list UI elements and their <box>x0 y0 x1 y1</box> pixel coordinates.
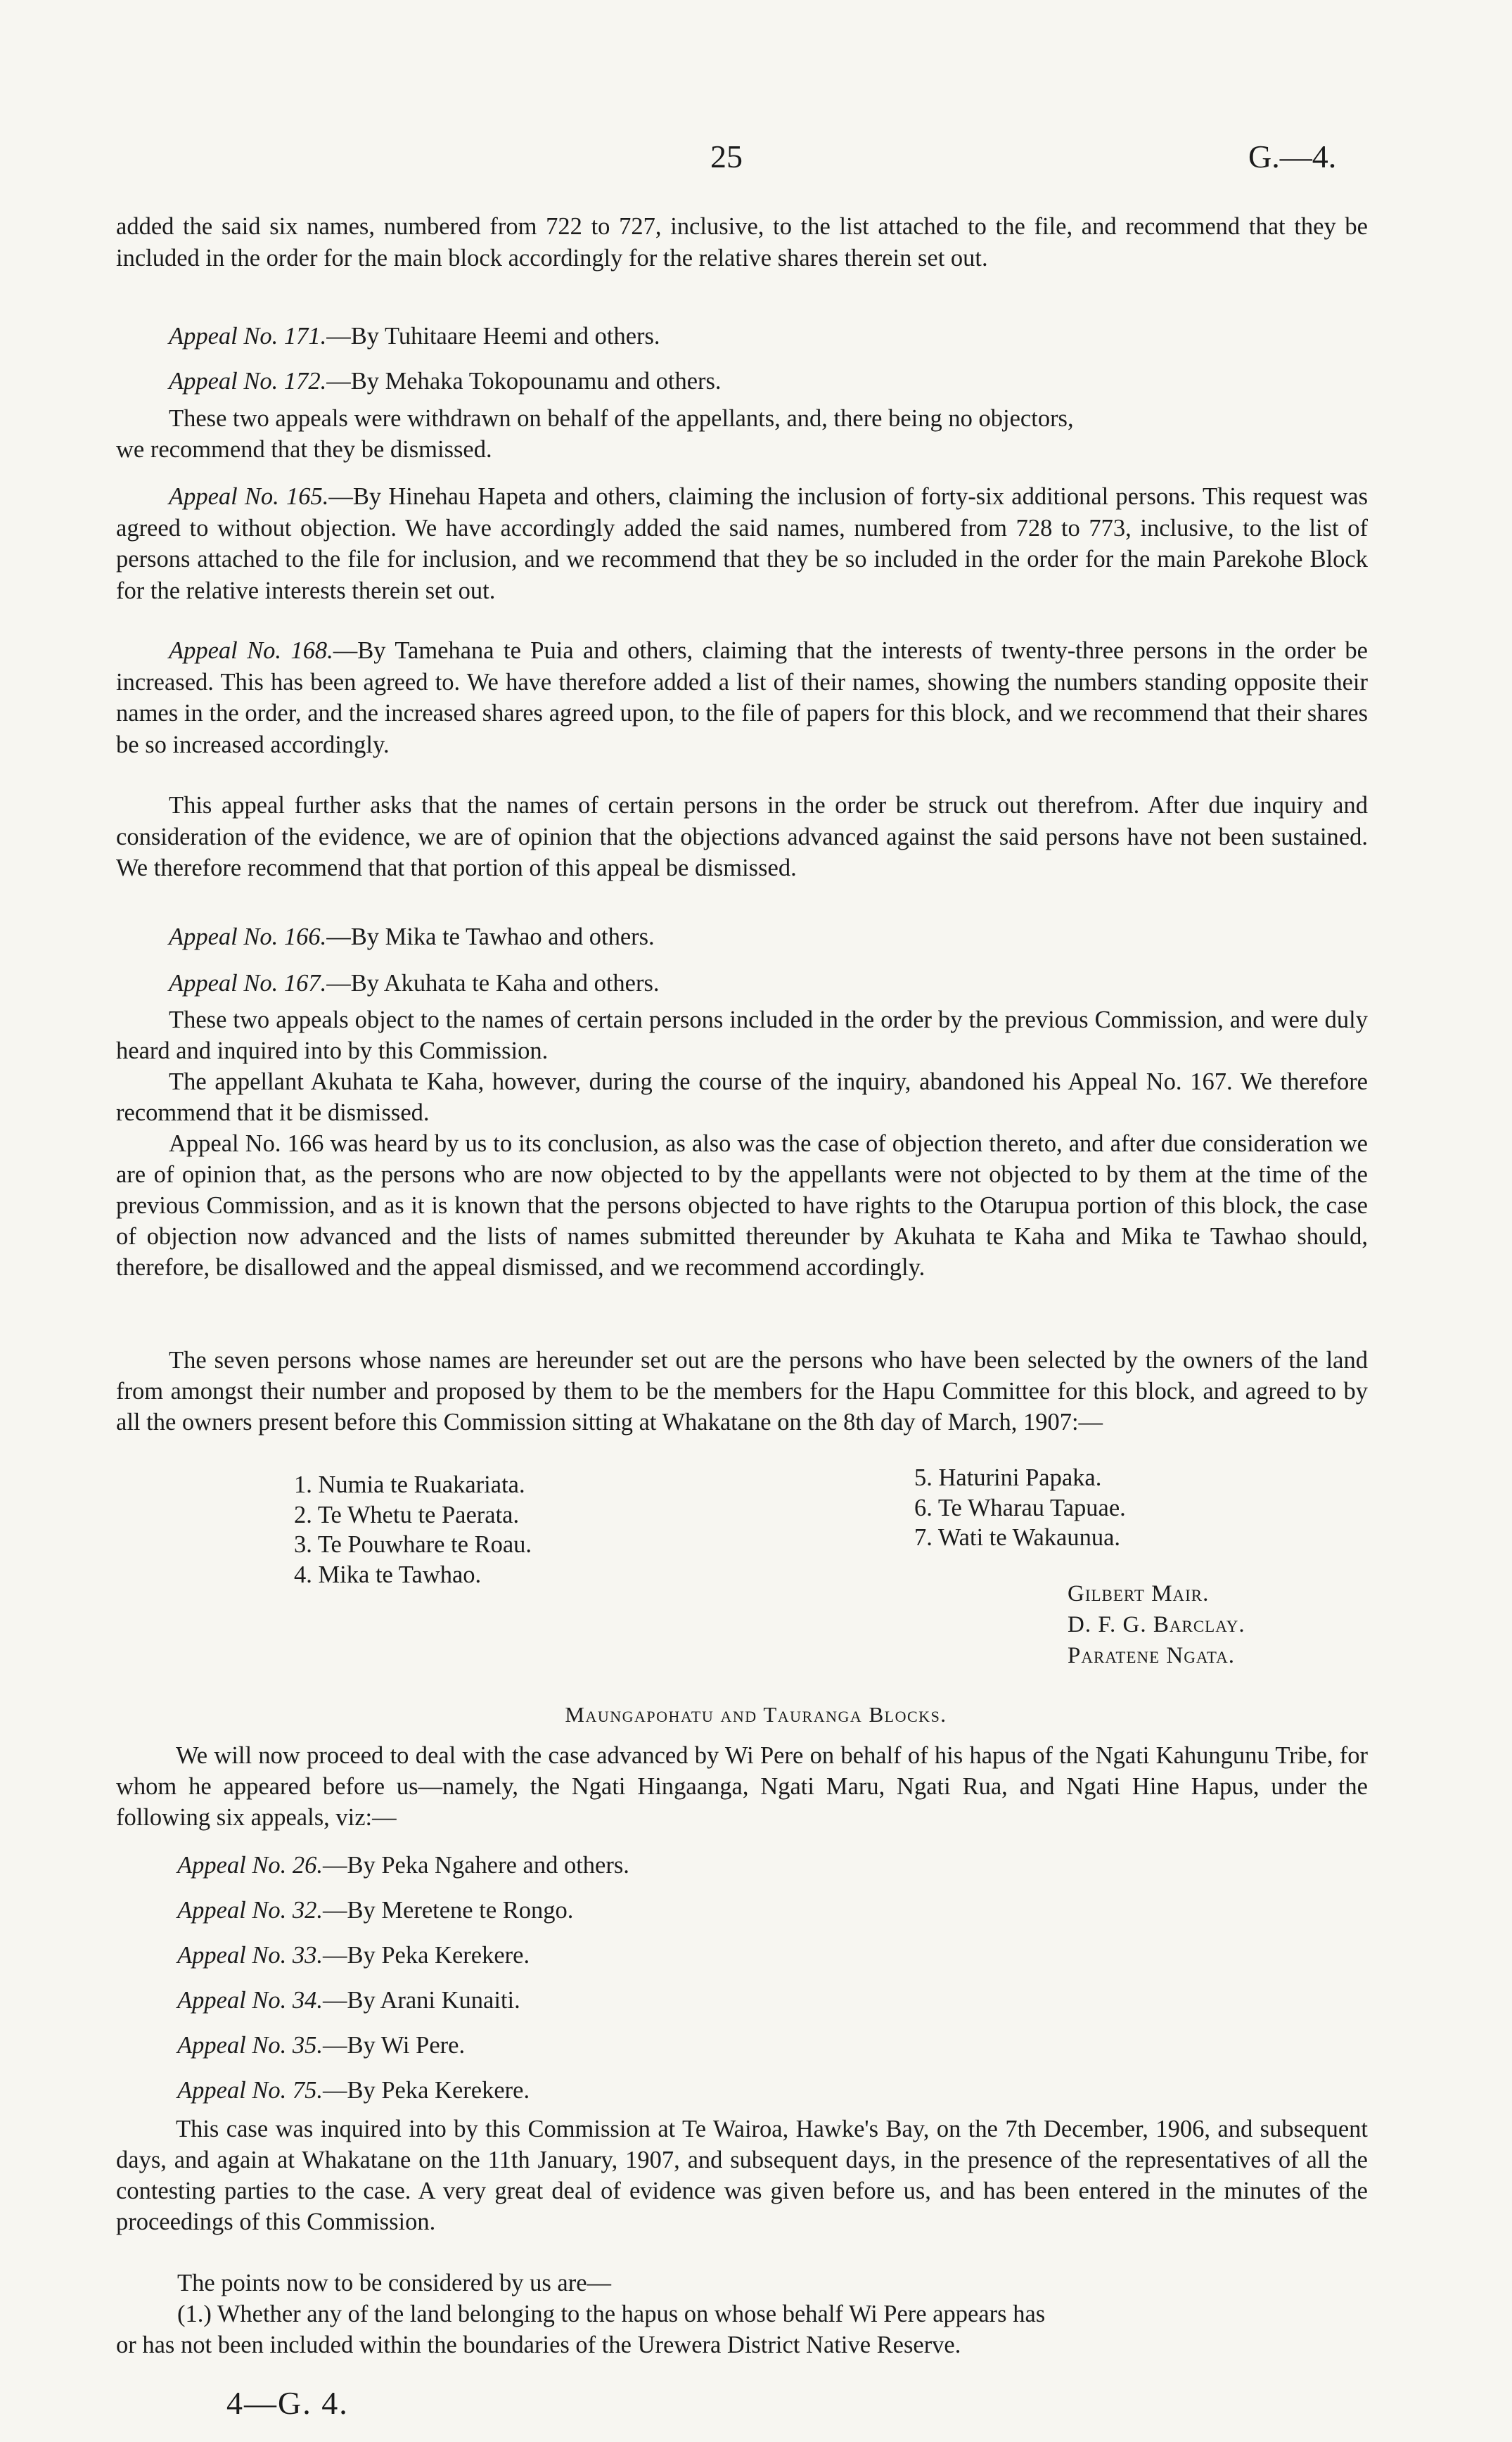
appeal-text: —By Peka Kerekere. <box>322 2077 530 2104</box>
appeal-label: Appeal No. 166. <box>169 923 327 950</box>
paragraph-struck-out: This appeal further asks that the names of certain persons in the order be struck out therefrom. After due inquiry and consideration of the evidence, we are of opinion that the objections advanced against the said persons have not been sustained. We therefore recommend that that portion of this appeal be dismissed. <box>116 792 1368 881</box>
appeal-text: —By Wi Pere. <box>322 2032 466 2059</box>
appeal-text: —By Arani Kunaiti. <box>322 1987 520 2014</box>
point-one-rest: or has not been included within the boundaries of the Urewera District Native Reserve. <box>116 2332 961 2358</box>
appeal-label: Appeal No. 167. <box>169 970 327 997</box>
signature-mark: 4—G. 4. <box>226 2385 349 2421</box>
appeal-168 <box>116 635 1368 760</box>
paragraph-abandoned: The appellant Akuhata te Kaha, however, during the course of the inquiry, abandoned his Appeal No. 167. We therefore recommend that it be dismissed. <box>116 1068 1368 1126</box>
committee-member: 6. Te Wharau Tapuae. <box>914 1494 1126 1521</box>
appeal-text: —By Meretene te Rongo. <box>322 1897 574 1924</box>
appeal-text: —By Peka Kerekere. <box>322 1942 530 1969</box>
committee-member: 1. Numia te Ruakariata. <box>294 1471 525 1498</box>
point-one-first-line: (1.) Whether any of the land belonging to the hapus on whose behalf Wi Pere appears has <box>177 2301 1046 2327</box>
appeal-172 <box>169 366 722 397</box>
appeal-text: —By Akuhata te Kaha and others. <box>326 970 660 997</box>
committee-member: 7. Wati te Wakaunua. <box>914 1524 1121 1551</box>
appeal-165 <box>116 481 1368 606</box>
paragraph-appeal-166: Appeal No. 166 was heard by us to its conclusion, as also was the case of objection thereto, and after due consideration we are of opinion that, as the persons who are now objected to by the appellants were not objected to by them at the time of the previous Commission, and as it is known that the persons objected to have rights to the Otarupua portion of this block, the case of objection now advanced and the lists of names submitted thereunder by Akuhata te Kaha and Mika te Tawhao should, therefore, be disallowed and the appeal dismissed, and we recommend accordingly. <box>116 1130 1368 1281</box>
paragraph-continued: added the said six names, numbered from 722 to 727, inclusive, to the list attached to the file, and recommend that they be included in the order for the main block accordingly for the relative shares therein set out. <box>116 213 1368 271</box>
signatory: Gilbert Mair. <box>1068 1581 1210 1606</box>
appeal-label: Appeal No. 168. <box>169 637 333 664</box>
appeal-text: —By Tamehana te Puia and others, claiming that the interests of twenty-three persons in the order be increased. This has been agreed to. We have therefore added a list of their names, showing the numbers standing opposite their names in the order, and the increased shares agreed upon, to the file of papers for this block, and we recommend that their shares be so increased accordingly. <box>116 637 1368 758</box>
appeal-text: —By Mika te Tawhao and others. <box>326 923 655 950</box>
section-heading: Maungapohatu and Tauranga Blocks. <box>565 1702 947 1727</box>
appeal-label: Appeal No. 26. <box>177 1852 323 1879</box>
committee-member: 4. Mika te Tawhao. <box>294 1561 482 1588</box>
appeal-26 <box>177 1850 629 1881</box>
paragraph-withdrawn-first-line: These two appeals were withdrawn on behalf of the appellants, and, there being no objectors, <box>169 405 1074 432</box>
signatory: Paratene Ngata. <box>1068 1643 1235 1668</box>
appeal-label: Appeal No. 171. <box>169 323 327 350</box>
paragraph-withdrawn-rest: we recommend that they be dismissed. <box>116 436 492 463</box>
paragraph-hapu-committee: The seven persons whose names are hereunder set out are the persons who have been selected by the owners of the land from amongst their number and proposed by them to be the members for the Hapu Committee for this block, and agreed to by all the owners present before this Commission sitting at Whakatane on the 8th day of March, 1907:— <box>116 1347 1368 1436</box>
appeal-text: —By Peka Ngahere and others. <box>322 1852 629 1879</box>
appeal-171 <box>169 321 660 352</box>
committee-list-right <box>914 1463 1126 1553</box>
section-intro: We will now proceed to deal with the case advanced by Wi Pere on behalf of his hapus of the Ngati Kahungunu Tribe, for whom he appeared before us—namely, the Ngati Hingaanga, Ngati Maru, Ngati Rua, and Ngati Hine Hapus, under the following six appeals, viz:— <box>116 1742 1368 1831</box>
appeal-33 <box>177 1940 530 1971</box>
appeal-label: Appeal No. 172. <box>169 368 327 395</box>
document-reference: G.—4. <box>1248 139 1337 174</box>
signatory: D. F. G. Barclay. <box>1068 1612 1245 1637</box>
committee-member: 3. Te Pouwhare te Roau. <box>294 1531 532 1558</box>
appeal-label: Appeal No. 165. <box>169 483 329 510</box>
appeal-166 <box>169 921 655 952</box>
committee-list-left <box>294 1470 532 1590</box>
paragraph-points: The points now to be considered by us are— <box>177 2270 612 2296</box>
appeal-34 <box>177 1985 520 2016</box>
appeal-167 <box>169 968 660 999</box>
appeal-75 <box>177 2075 530 2106</box>
paragraph-inquired: This case was inquired into by this Commission at Te Wairoa, Hawke's Bay, on the 7th December, 1906, and subsequent days, and again at Whakatane on the 11th January, 1907, and subsequent days, in the presence of the representatives of all the contesting parties to the case. A very great deal of evidence was given before us, and has been entered in the minutes of the proceedings of this Commission. <box>116 2116 1368 2235</box>
appeal-35 <box>177 2030 465 2061</box>
appeal-label: Appeal No. 32. <box>177 1897 323 1924</box>
page-number: 25 <box>710 139 743 174</box>
committee-member: 2. Te Whetu te Paerata. <box>294 1501 520 1528</box>
appeal-label: Appeal No. 34. <box>177 1987 323 2014</box>
committee-member: 5. Haturini Papaka. <box>914 1464 1102 1491</box>
appeal-label: Appeal No. 33. <box>177 1942 323 1969</box>
appeal-label: Appeal No. 75. <box>177 2077 323 2104</box>
paragraph-objection: These two appeals object to the names of certain persons included in the order by the previous Commission, and were duly heard and inquired into by this Commission. <box>116 1006 1368 1064</box>
appeal-label: Appeal No. 35. <box>177 2032 323 2059</box>
appeal-text: —By Mehaka Tokopounamu and others. <box>326 368 722 395</box>
appeal-text: —By Tuhitaare Heemi and others. <box>326 323 660 350</box>
appeal-32 <box>177 1895 573 1926</box>
appeal-text: —By Hinehau Hapeta and others, claiming the inclusion of forty-six additional persons. This request was agreed to without objection. We have accordingly added the said names, numbered from 728 to 773, inclusive, to the list of persons attached to the file for inclusion, and we recommend that they be so included in the order for the main Parekohe Block for the relative interests therein set out. <box>116 483 1368 604</box>
